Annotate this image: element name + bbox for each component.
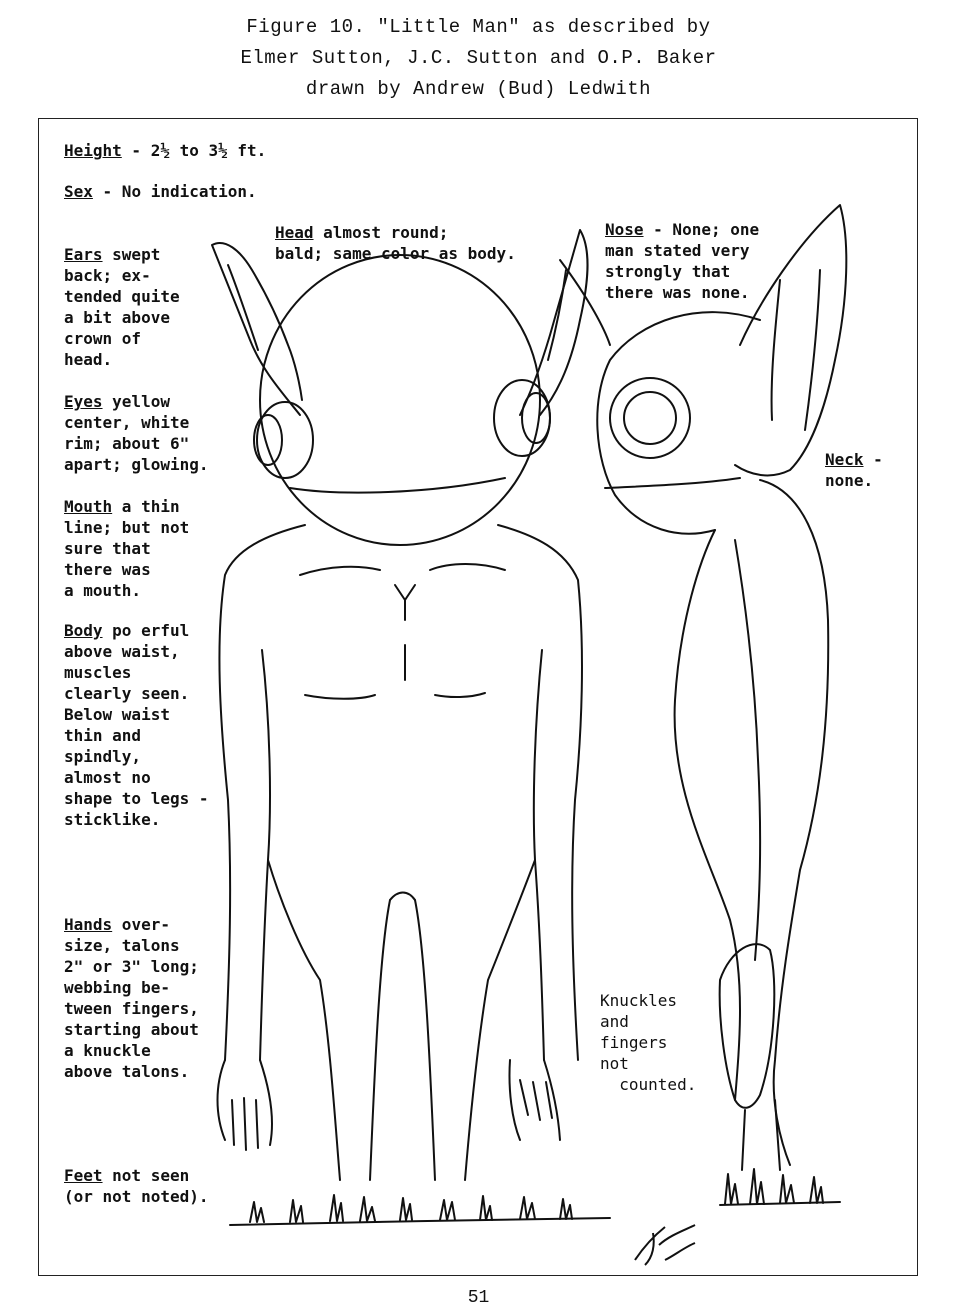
- page-number: 51: [467, 1288, 490, 1308]
- term-hands: Hands: [64, 915, 113, 934]
- text-feet: not seen (or not noted).: [64, 1166, 209, 1206]
- note-ears: [64, 244, 180, 370]
- note-nose: [605, 219, 759, 303]
- note-height: [64, 140, 266, 161]
- note-mouth: [64, 496, 189, 601]
- side-eye: [610, 378, 690, 458]
- front-left-ear: [212, 243, 302, 415]
- front-grass: [230, 1218, 610, 1225]
- note-head: [275, 222, 516, 264]
- text-neck: - none.: [825, 450, 883, 490]
- term-sex: Sex: [64, 182, 93, 201]
- figure-caption-line-1: Figure 10. "Little Man" as described by: [246, 16, 711, 38]
- text-body: po erful above waist, muscles clearly seen. Below waist thin and spindly, almost no shape to legs - sticklike.: [64, 621, 209, 829]
- side-mouth: [605, 478, 740, 488]
- front-right-ear: [520, 230, 588, 415]
- text-head: almost round; bald; same color as body.: [275, 223, 516, 263]
- note-neck: [825, 449, 883, 491]
- artist-signature: [625, 1215, 705, 1275]
- term-eyes: Eyes: [64, 392, 103, 411]
- term-nose: Nose: [605, 220, 644, 239]
- term-feet: Feet: [64, 1166, 103, 1185]
- front-view-figure: [212, 230, 610, 1225]
- side-hand: [720, 944, 775, 1108]
- text-sex: - No indication.: [92, 182, 257, 201]
- term-ears: Ears: [64, 245, 103, 264]
- note-body: [64, 620, 209, 830]
- note-feet: [64, 1165, 209, 1207]
- note-sex: [64, 181, 257, 202]
- note-knuckles: Knuckles and fingers not counted.: [600, 991, 697, 1094]
- note-hands: [64, 914, 199, 1082]
- text-hands: over- size, talons 2" or 3" long; webbing be- tween fingers, starting about a knuckle above talons.: [64, 915, 199, 1081]
- text-ears: swept back; ex- tended quite a bit above crown of head.: [64, 245, 180, 369]
- front-right-hand: [509, 1060, 560, 1140]
- term-height: Height: [64, 141, 122, 160]
- term-head: Head: [275, 223, 314, 242]
- note-eyes: [64, 391, 209, 475]
- side-head: [597, 312, 760, 534]
- text-height: - 2½ to 3½ ft.: [121, 141, 267, 160]
- term-mouth: Mouth: [64, 497, 113, 516]
- figure-caption-line-2: Elmer Sutton, J.C. Sutton and O.P. Baker: [240, 47, 717, 69]
- text-nose: - None; one man stated very strongly that there was none.: [605, 220, 760, 302]
- front-body-right: [498, 525, 582, 1060]
- figure-caption-line-3: drawn by Andrew (Bud) Ledwith: [305, 78, 652, 100]
- text-eyes: yellow center, white rim; about 6" apart; glowing.: [64, 392, 209, 474]
- text-mouth: a thin line; but not sure that there was a mouth.: [64, 497, 190, 600]
- term-body: Body: [64, 621, 103, 640]
- side-body-back: [760, 480, 828, 1165]
- term-neck: Neck: [825, 450, 864, 469]
- front-mouth: [290, 478, 505, 493]
